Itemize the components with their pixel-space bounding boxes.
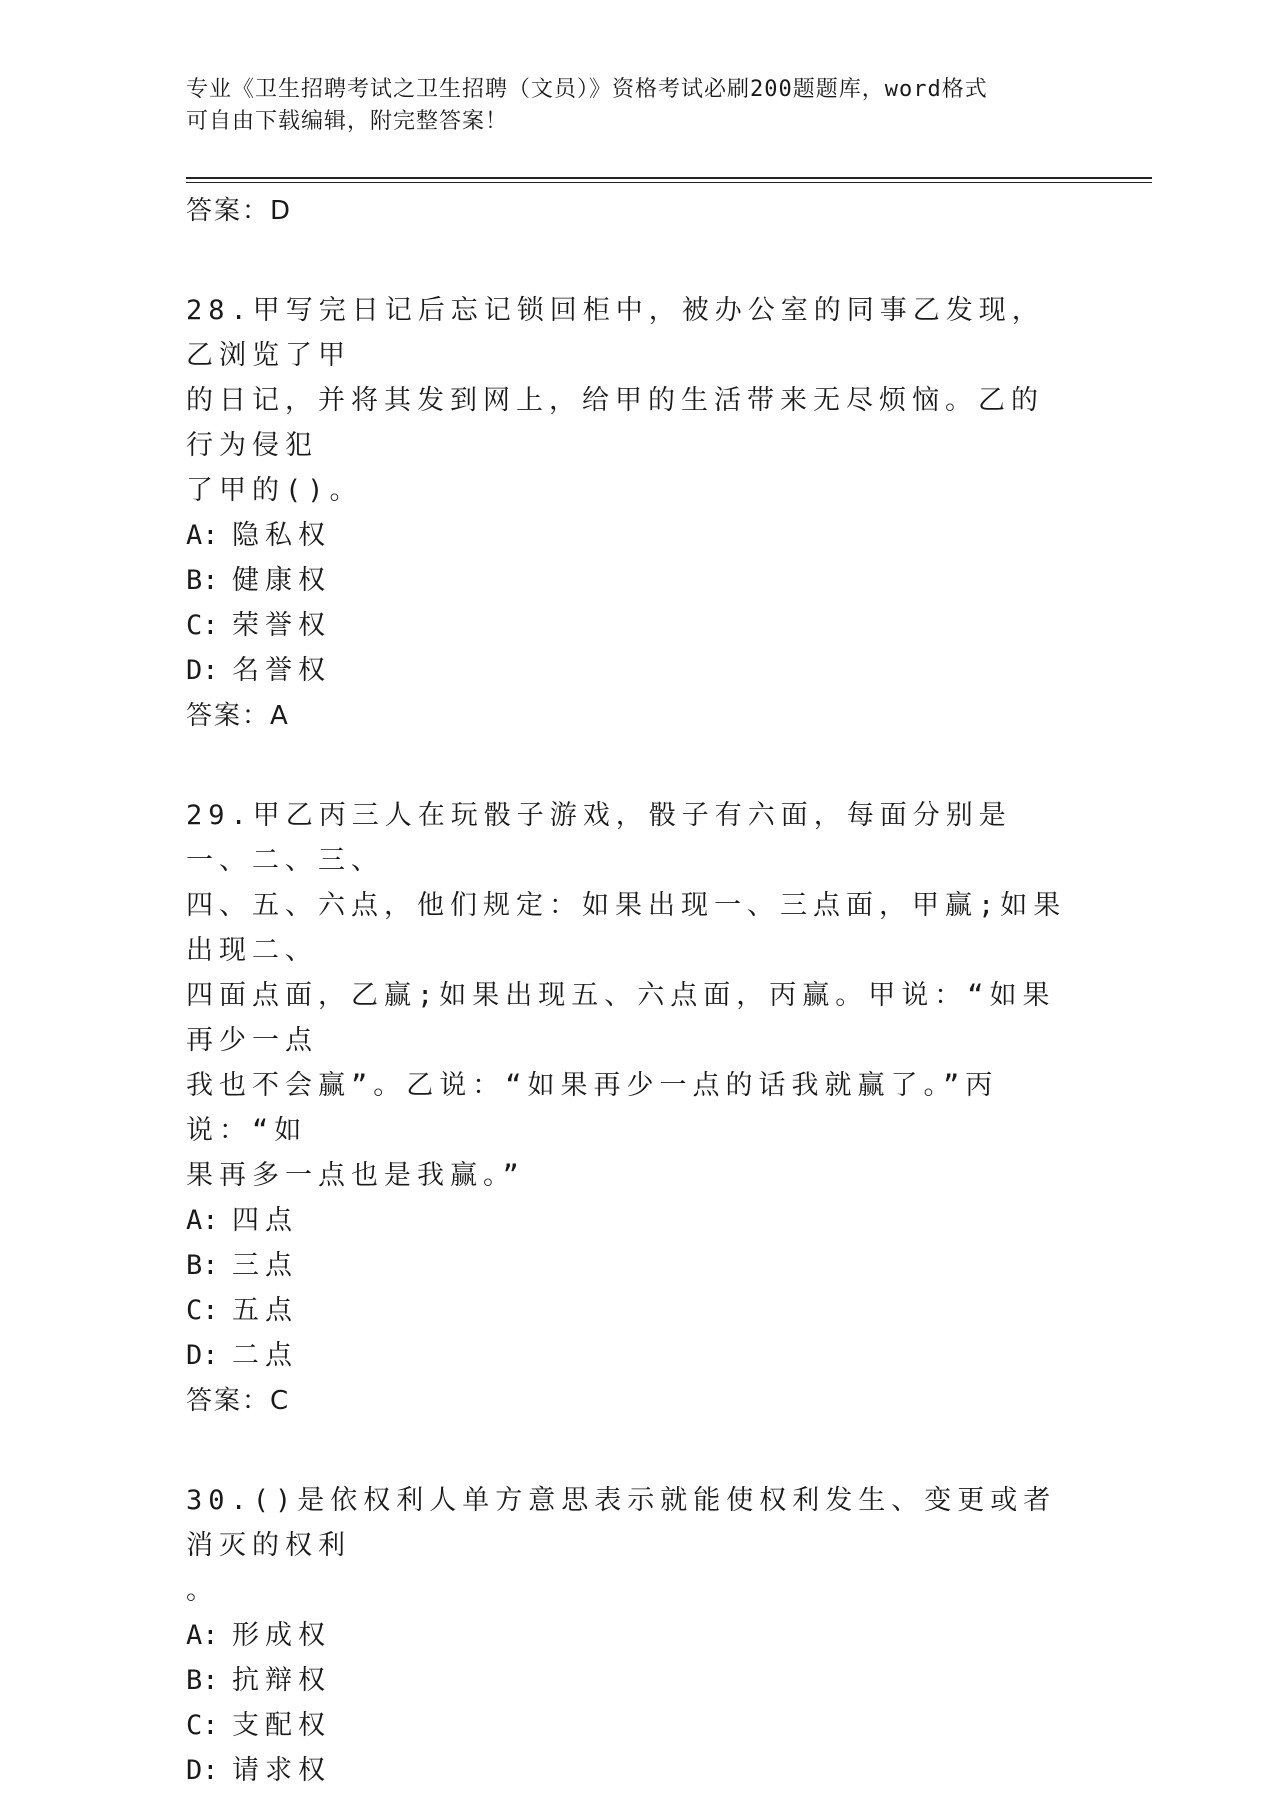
option-letter: D: — [186, 1755, 219, 1786]
question-29 — [186, 793, 1076, 1424]
option-letter: B: — [186, 565, 219, 596]
option-letter: B: — [186, 1250, 219, 1281]
question-stem-line: 四、五、六点，他们规定：如果出现一、三点面，甲赢;如果出现二、 — [186, 890, 1067, 966]
option-a — [186, 1613, 1076, 1658]
option-text: 形成权 — [232, 1620, 331, 1651]
option-letter: A: — [186, 1205, 219, 1236]
option-b — [186, 558, 1076, 603]
option-text: 三点 — [232, 1250, 298, 1281]
question-stem-line: 的日记，并将其发到网上，给甲的生活带来无尽烦恼。乙的行为侵犯 — [186, 385, 1044, 461]
option-d — [186, 1748, 1076, 1793]
option-text: 隐私权 — [232, 520, 331, 551]
question-28 — [186, 288, 1076, 739]
option-text: 四点 — [232, 1205, 298, 1236]
option-text: 名誉权 — [232, 655, 331, 686]
answer-line: 答案：D — [186, 196, 293, 226]
question-stem-line: 果再多一点也是我赢。” — [186, 1160, 525, 1191]
option-c — [186, 603, 1076, 648]
option-letter: C: — [186, 610, 219, 641]
option-a — [186, 513, 1076, 558]
question-stem-line: 29.甲乙丙三人在玩骰子游戏，骰子有六面，每面分别是一、二、三、 — [186, 800, 1012, 876]
header-divider-thick — [186, 177, 1152, 179]
option-letter: D: — [186, 655, 219, 686]
option-text: 请求权 — [232, 1755, 331, 1786]
option-text: 健康权 — [232, 565, 331, 596]
option-a — [186, 1198, 1076, 1243]
question-stem-line: 我也不会赢”。乙说：“如果再少一点的话我就赢了。”丙说：“如 — [186, 1070, 999, 1146]
document-content — [186, 188, 1076, 1793]
header-divider-thin — [186, 182, 1152, 183]
option-letter: C: — [186, 1295, 219, 1326]
question-stem-line: 四面点面，乙赢;如果出现五、六点面，丙赢。甲说：“如果再少一点 — [186, 980, 1056, 1056]
header-line-1: 专业《卫生招聘考试之卫生招聘（文员）》资格考试必刷200题题库，word格式 — [186, 77, 988, 102]
option-text: 五点 — [232, 1295, 298, 1326]
option-text: 抗辩权 — [232, 1665, 331, 1696]
option-d — [186, 648, 1076, 693]
option-letter: B: — [186, 1665, 219, 1696]
option-letter: D: — [186, 1340, 219, 1371]
option-c — [186, 1288, 1076, 1333]
document-header — [186, 74, 1066, 138]
question-stem-line: 28.甲写完日记后忘记锁回柜中，被办公室的同事乙发现，乙浏览了甲 — [186, 295, 1045, 371]
question-stem-line: 。 — [186, 1575, 219, 1606]
option-c — [186, 1703, 1076, 1748]
option-text: 二点 — [232, 1340, 298, 1371]
question-stem-line: 了甲的()。 — [186, 475, 363, 506]
option-text: 荣誉权 — [232, 610, 331, 641]
question-stem-line: 30.()是依权利人单方意思表示就能使权利发生、变更或者消灭的权利 — [186, 1485, 1057, 1561]
option-text: 支配权 — [232, 1710, 331, 1741]
question-30 — [186, 1478, 1076, 1793]
option-letter: C: — [186, 1710, 219, 1741]
option-letter: A: — [186, 520, 219, 551]
option-b — [186, 1658, 1076, 1703]
option-letter: A: — [186, 1620, 219, 1651]
option-b — [186, 1243, 1076, 1288]
answer-line: 答案：C — [186, 1386, 291, 1416]
option-d — [186, 1333, 1076, 1378]
header-line-2: 可自由下载编辑，附完整答案！ — [186, 109, 509, 134]
answer-line: 答案：A — [186, 701, 290, 731]
